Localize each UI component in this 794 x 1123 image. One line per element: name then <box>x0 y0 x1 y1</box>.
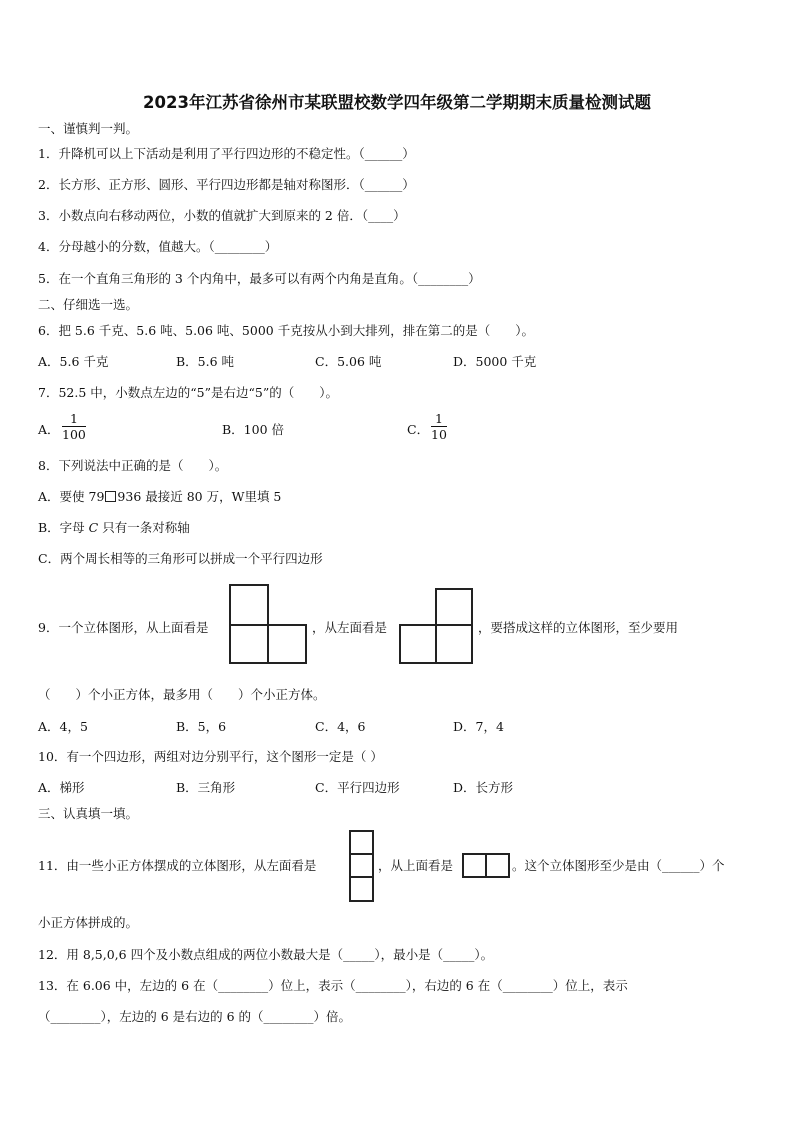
question-12: 12．用 8,5,0,6 四个及小数点组成的两位小数最大是（_____），最小是（_____）。 <box>38 947 494 962</box>
q6-option-a: A．5.6 千克 <box>38 354 109 369</box>
fraction-numerator: 1 <box>62 411 86 427</box>
blank-square-icon <box>105 491 116 502</box>
q8-option-c: C．两个周长相等的三角形可以拼成一个平行四边形 <box>38 551 323 566</box>
q7-option-c-fraction <box>431 411 447 442</box>
q7-option-c-label: C． <box>407 422 430 437</box>
fraction-denominator: 100 <box>62 427 86 442</box>
question-11-text-end: 。这个立体图形至少是由（______）个 <box>512 858 725 873</box>
q8-option-a <box>38 489 281 505</box>
question-3: 3．小数点向右移动两位，小数的值就扩大到原来的 2 倍．（____） <box>38 208 406 223</box>
q8-option-b-text-start: B．字母 <box>38 520 85 535</box>
question-11-continuation: 小正方体拼成的。 <box>38 915 139 930</box>
question-11-text-mid: ，从上面看是 <box>378 858 454 873</box>
q9-option-d: D．7，4 <box>453 719 504 734</box>
q7-option-b: B．100 倍 <box>222 422 285 437</box>
q9-option-a: A．4，5 <box>38 719 88 734</box>
question-1: 1．升降机可以上下活动是利用了平行四边形的不稳定性。（______） <box>38 146 415 161</box>
question-7: 7．52.5 中，小数点左边的“5”是右边“5”的（ ）。 <box>38 385 338 400</box>
question-9-continuation: （ ）个小正方体，最多用（ ）个小正方体。 <box>38 687 326 702</box>
q11-top-view-figure <box>462 853 510 878</box>
question-6: 6．把 5.6 千克、5.6 吨、5.06 吨、5000 千克按从小到大排列，排在第二的是（ ）。 <box>38 323 534 338</box>
q8-option-b-letter: C <box>88 520 99 535</box>
section-heading-choose: 二、仔细选一选。 <box>38 297 139 312</box>
q10-option-a: A．梯形 <box>38 780 85 795</box>
q6-option-d: D．5000 千克 <box>453 354 537 369</box>
question-4: 4．分母越小的分数，值越大。（________） <box>38 239 278 254</box>
question-8: 8．下列说法中正确的是（ ）。 <box>38 458 228 473</box>
section-heading-fill: 三、认真填一填。 <box>38 806 139 821</box>
q8-option-b-text-end: 只有一条对称轴 <box>102 520 190 535</box>
q10-option-c: C．平行四边形 <box>315 780 400 795</box>
question-10: 10．有一个四边形，两组对边分别平行，这个图形一定是（ ） <box>38 749 383 764</box>
question-11-text-start: 11．由一些小正方体摆成的立体图形，从左面看是 <box>38 858 317 873</box>
q9-top-view-figure <box>229 584 307 664</box>
question-9-text-end: ，要搭成这样的立体图形，至少要用 <box>478 620 679 635</box>
section-heading-judge: 一、谨慎判一判。 <box>38 121 139 136</box>
q9-option-c: C．4，6 <box>315 719 366 734</box>
q6-option-c: C．5.06 吨 <box>315 354 382 369</box>
question-2: 2．长方形、正方形、圆形、平行四边形都是轴对称图形．（______） <box>38 177 415 192</box>
page-title: 2023年江苏省徐州市某联盟校数学四年级第二学期期末质量检测试题 <box>143 93 651 112</box>
q7-option-a-fraction <box>62 411 86 442</box>
q10-option-b: B．三角形 <box>176 780 236 795</box>
q9-left-view-figure <box>399 588 473 664</box>
question-5: 5．在一个直角三角形的 3 个内角中，最多可以有两个内角是直角。（________） <box>38 271 481 286</box>
q6-option-b: B．5.6 吨 <box>176 354 235 369</box>
q8-option-a-text-start: A．要使 79 <box>38 489 105 504</box>
question-13-continuation: （________），左边的 6 是右边的 6 的（________）倍。 <box>38 1009 352 1024</box>
fraction-numerator: 1 <box>431 411 447 427</box>
q11-left-view-figure <box>349 830 374 902</box>
q8-option-b <box>38 520 190 536</box>
q7-option-a-label: A． <box>38 422 60 437</box>
question-9-text-mid: ，从左面看是 <box>312 620 388 635</box>
q9-option-b: B．5，6 <box>176 719 227 734</box>
fraction-denominator: 10 <box>431 427 447 442</box>
question-13: 13．在 6.06 中，左边的 6 在（________）位上，表示（________），右边的 6 在（________）位上，表示 <box>38 978 628 993</box>
q10-option-d: D．长方形 <box>453 780 514 795</box>
q8-option-a-text-end: 936 最接近 80 万，W里填 5 <box>117 489 282 504</box>
question-9-text-start: 9．一个立体图形，从上面看是 <box>38 620 209 635</box>
